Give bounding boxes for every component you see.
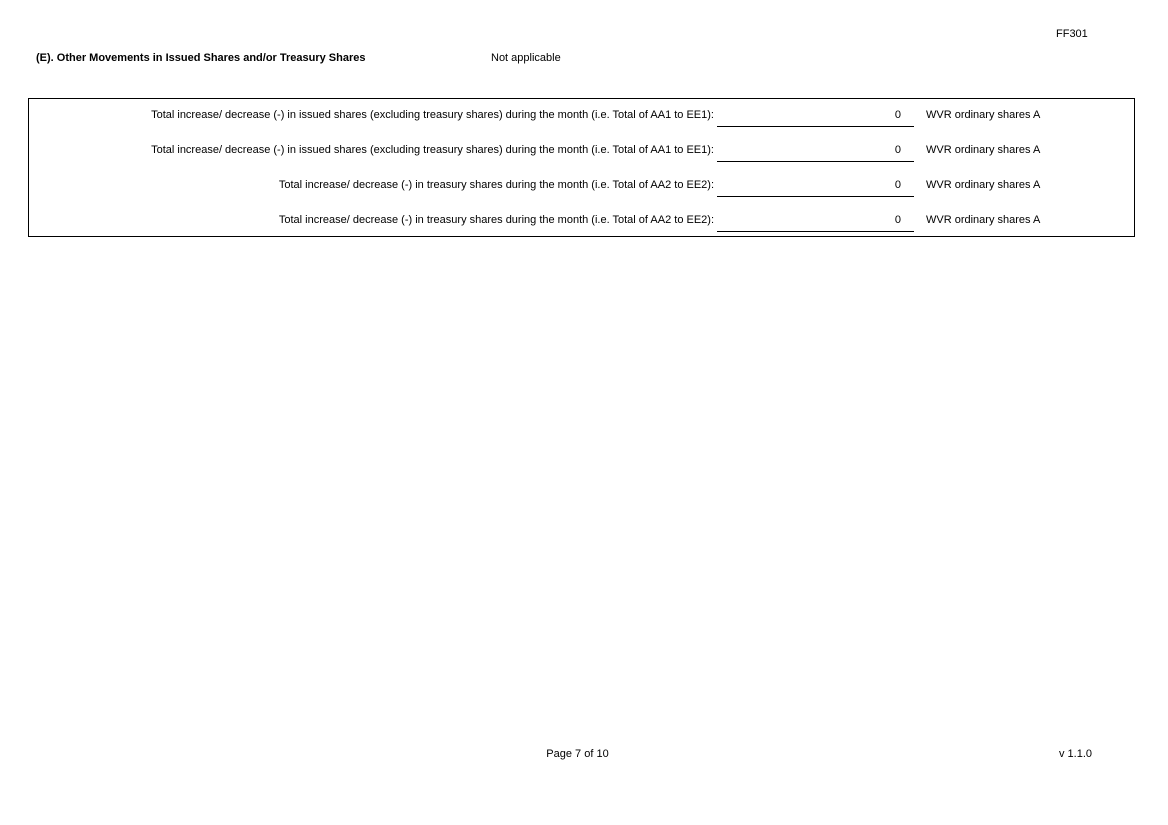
row-value-field [717, 105, 914, 127]
version-label: v 1.1.0 [1059, 748, 1093, 760]
row-value: 0 [894, 214, 901, 226]
row-value: 0 [894, 109, 901, 121]
row-label: Total increase/ decrease (-) in treasury shares during the month (i.e. Total of AA2 to EE2): [278, 179, 714, 191]
form-code: FF301 [1056, 28, 1088, 40]
row-label: Total increase/ decrease (-) in issued shares (excluding treasury shares) during the month (i.e. Total of AA1 to EE1): [151, 109, 714, 121]
totals-row-treasury-1 [29, 169, 1134, 204]
totals-row-issued-2 [29, 134, 1134, 169]
section-title: (E). Other Movements in Issued Shares and/or Treasury Shares [36, 52, 366, 64]
totals-row-issued-1 [29, 99, 1134, 134]
row-value: 0 [894, 144, 901, 156]
row-label: Total increase/ decrease (-) in issued shares (excluding treasury shares) during the month (i.e. Total of AA1 to EE1): [151, 144, 714, 156]
totals-box [28, 98, 1135, 237]
row-label: Total increase/ decrease (-) in treasury shares during the month (i.e. Total of AA2 to EE2): [278, 214, 714, 226]
totals-row-treasury-2 [29, 204, 1134, 239]
page-number: Page 7 of 10 [546, 748, 609, 760]
section-status: Not applicable [491, 52, 561, 64]
row-unit: WVR ordinary shares A [926, 214, 1041, 226]
row-value-field [717, 210, 914, 232]
row-value-field [717, 175, 914, 197]
row-unit: WVR ordinary shares A [926, 109, 1041, 121]
row-unit: WVR ordinary shares A [926, 144, 1041, 156]
row-value: 0 [894, 179, 901, 191]
row-unit: WVR ordinary shares A [926, 179, 1041, 191]
row-value-field [717, 140, 914, 162]
